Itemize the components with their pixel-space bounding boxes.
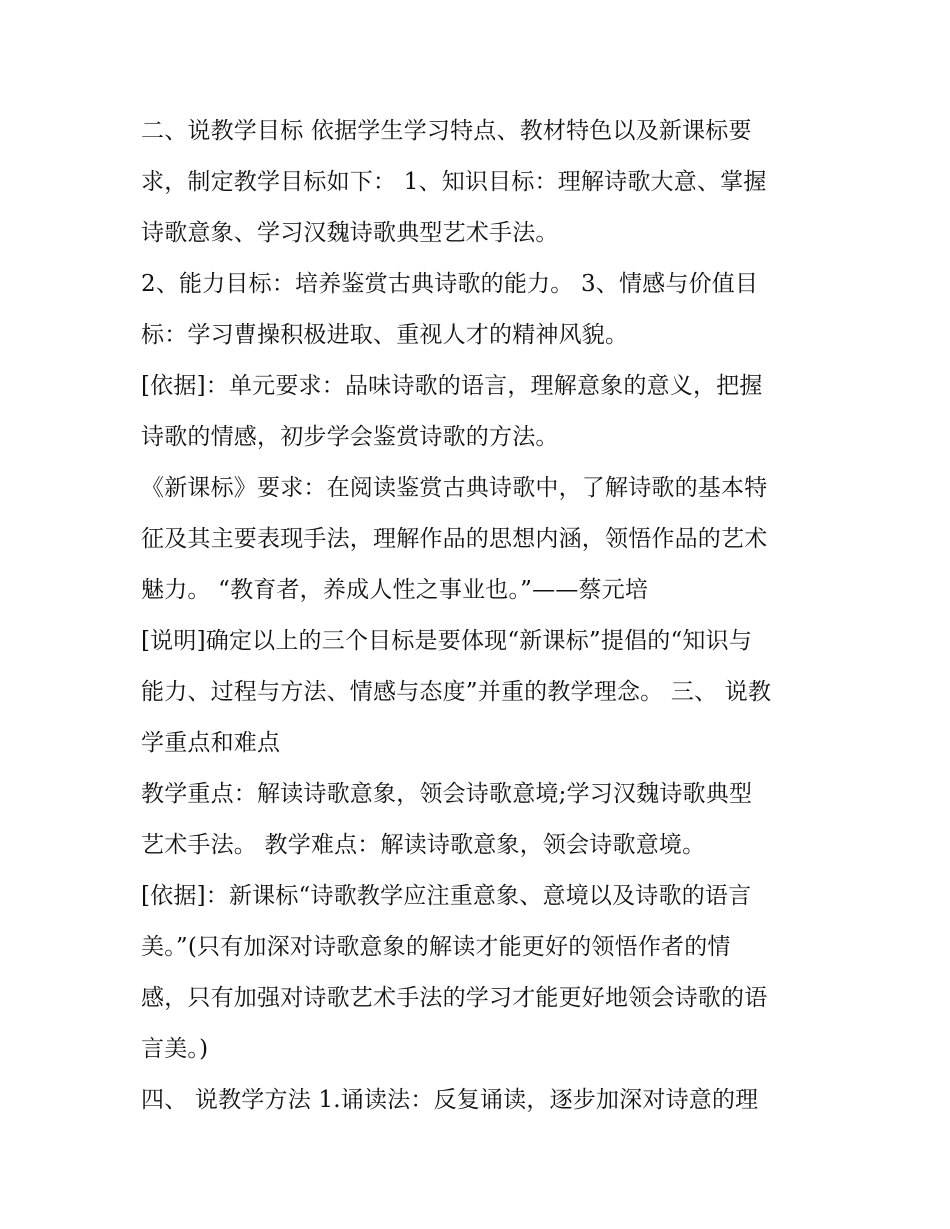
paragraph-teaching-goals (141, 106, 831, 259)
paragraph-teaching-methods (141, 1075, 831, 1126)
text-line: 征及其主要表现手法，理解作品的思想内涵，领悟作品的艺术 (141, 526, 768, 552)
text-line: [依据]：新课标“诗歌教学应注重意象、意境以及诗歌的语言 (141, 883, 752, 909)
paragraph-key-points (141, 769, 831, 871)
text-line: 美。”(只有加深对诗歌意象的解读才能更好的领悟作者的情 (141, 934, 731, 960)
document-body (141, 106, 831, 1126)
text-line: 感，只有加强对诗歌艺术手法的学习才能更好地领会诗歌的语 (141, 985, 768, 1011)
text-line: 能力、过程与方法、情感与态度”并重的教学理念。 三、 说教 (141, 679, 772, 705)
paragraph-curriculum-standard (141, 463, 831, 616)
text-line: 诗歌意象、学习汉魏诗歌典型艺术手法。 (141, 220, 559, 246)
text-line: 艺术手法。 教学难点：解读诗歌意象，领会诗歌意境。 (141, 832, 706, 858)
text-line: 四、 说教学方法 1.诵读法：反复诵读，逐步加深对诗意的理 (141, 1087, 759, 1113)
text-line: 言美。) (141, 1036, 209, 1062)
text-line: [说明]确定以上的三个目标是要体现“新课标”提倡的“知识与 (141, 628, 753, 654)
text-line: 魅力。 “教育者，养成人性之事业也。”——蔡元培 (141, 577, 649, 603)
text-line: 二、说教学目标 依据学生学习特点、教材特色以及新课标要 (141, 118, 752, 144)
paragraph-explanation (141, 616, 831, 769)
text-line: 标：学习曹操积极进取、重视人才的精神风貌。 (141, 322, 629, 348)
paragraph-basis-unit (141, 361, 831, 463)
paragraph-basis-standard (141, 871, 831, 1075)
text-line: [依据]：单元要求：品味诗歌的语言，理解意象的意义，把握 (141, 373, 763, 399)
text-line: 学重点和难点 (141, 730, 281, 756)
text-line: 诗歌的情感，初步学会鉴赏诗歌的方法。 (141, 424, 559, 450)
text-line: 《新课标》要求：在阅读鉴赏古典诗歌中，了解诗歌的基本特 (141, 475, 768, 501)
text-line: 求，制定教学目标如下： 1、知识目标：理解诗歌大意、掌握 (141, 169, 767, 195)
paragraph-ability-goals (141, 259, 831, 361)
text-line: 教学重点：解读诗歌意象，领会诗歌意境;学习汉魏诗歌典型 (141, 781, 753, 807)
text-line: 2、能力目标：培养鉴赏古典诗歌的能力。 3、情感与价值目 (141, 271, 759, 297)
